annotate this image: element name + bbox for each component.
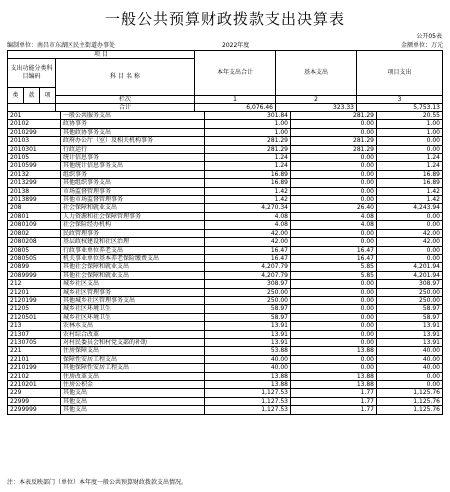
- name-cell: 农村综合改革: [61, 330, 205, 338]
- project-exp-header: 项目支出: [356, 51, 443, 96]
- project-cell: 1.24: [377, 154, 443, 162]
- table-row: [8, 347, 443, 355]
- project-cell: 16.89: [377, 179, 443, 187]
- project-header: 项 目: [7, 51, 194, 59]
- basic-cell: 1.77: [291, 397, 377, 405]
- project-cell: 42.00: [377, 238, 443, 246]
- total-cell: 301.84: [205, 112, 291, 120]
- basic-cell: 5.85: [291, 263, 377, 271]
- total-cell: 13.91: [205, 330, 291, 338]
- total-cell: 281.29: [205, 145, 291, 153]
- project-cell: 16.89: [377, 170, 443, 178]
- name-cell: 城乡社区管理事务: [61, 288, 205, 296]
- total-cell: 13.91: [205, 322, 291, 330]
- name-cell: 城乡社区环境卫生: [61, 305, 205, 313]
- total-cell: 1.42: [205, 196, 291, 204]
- kuan-header: 款: [23, 88, 39, 104]
- total-cell: 16.89: [205, 179, 291, 187]
- name-cell: 一般公共服务支出: [61, 112, 205, 120]
- basic-cell: 0.00: [291, 296, 377, 304]
- total-cell: 58.97: [205, 313, 291, 321]
- total-cell: 53.88: [205, 347, 291, 355]
- name-cell: 住房保障支出: [61, 347, 205, 355]
- name-cell: 统计信息事务: [61, 154, 205, 162]
- project-cell: 0.00: [377, 145, 443, 153]
- total-cell: 1,127.53: [205, 397, 291, 405]
- table-row: [8, 221, 443, 229]
- table-body: [8, 112, 443, 415]
- total-cell: 4.08: [205, 221, 291, 229]
- name-cell: 政府办公厅（室）及相关机构事务: [61, 137, 205, 145]
- total-cell: 250.00: [205, 288, 291, 296]
- project-cell: 0.00: [377, 137, 443, 145]
- project-cell: 1,125.76: [377, 406, 443, 414]
- table-row: [8, 406, 443, 414]
- lei-header: 类: [7, 88, 23, 104]
- basic-cell: 0.00: [291, 196, 377, 204]
- name-cell: 对村民委员会和村党支部的补助: [61, 338, 205, 346]
- basic-header: 基本支出: [275, 51, 356, 96]
- name-cell: 组织事务: [61, 170, 205, 178]
- table-row: [8, 212, 443, 220]
- total-header: 本年支出合计: [194, 51, 275, 96]
- form-code: 公开05表: [416, 33, 442, 40]
- total-cell: 1.00: [205, 128, 291, 136]
- project-cell: 42.00: [377, 229, 443, 237]
- code-cell: 2010599: [8, 162, 61, 170]
- table-row: [8, 381, 443, 389]
- total-cell: 13.88: [205, 381, 291, 389]
- basic-cell: 26.40: [291, 204, 377, 212]
- basic-cell: 281.29: [291, 145, 377, 153]
- project-cell: 250.00: [377, 288, 443, 296]
- table-row: [8, 338, 443, 346]
- code-cell: 20802: [8, 229, 61, 237]
- code-cell: 2010301: [8, 145, 61, 153]
- basic-cell: 0.00: [291, 187, 377, 195]
- code-cell: 2089999: [8, 271, 61, 279]
- project-cell: 308.97: [377, 280, 443, 288]
- table-row: [8, 271, 443, 279]
- code-cell: 2013899: [8, 196, 61, 204]
- table-row: [8, 154, 443, 162]
- table-row: [8, 254, 443, 262]
- col1-header: 1: [194, 96, 275, 104]
- name-cell: 其他政协事务支出: [61, 128, 205, 136]
- basic-cell: 0.00: [291, 338, 377, 346]
- name-cell: 市场监督管理事务: [61, 187, 205, 195]
- project-cell: 40.00: [377, 364, 443, 372]
- project-cell: 0.00: [377, 372, 443, 380]
- total-cell: 1.24: [205, 154, 291, 162]
- name-cell: 基层政权建设和社区治理: [61, 238, 205, 246]
- project-cell: 1.42: [377, 187, 443, 195]
- code-cell: 2080109: [8, 221, 61, 229]
- code-cell: 20132: [8, 170, 61, 178]
- table-row: [8, 162, 443, 170]
- row-label-header: 栏次: [55, 96, 194, 104]
- project-cell: 1.42: [377, 196, 443, 204]
- code-cell: 221: [8, 347, 61, 355]
- code-cell: 201: [8, 112, 61, 120]
- name-cell: 其他支出: [61, 406, 205, 414]
- code-cell: 20103: [8, 137, 61, 145]
- table-row: [8, 204, 443, 212]
- basic-cell: 0.00: [291, 229, 377, 237]
- code-cell: 20899: [8, 263, 61, 271]
- total-cell: 250.00: [205, 296, 291, 304]
- basic-cell: 0.00: [291, 120, 377, 128]
- total-cell: 16.89: [205, 170, 291, 178]
- table-row: [8, 170, 443, 178]
- basic-cell: 4.08: [291, 212, 377, 220]
- code-cell: 2210201: [8, 381, 61, 389]
- code-cell: 2010299: [8, 128, 61, 136]
- total-cell: 4,270.34: [205, 204, 291, 212]
- sum-project: 5,753.13: [356, 104, 443, 112]
- project-cell: 1.24: [377, 162, 443, 170]
- total-cell: 1,127.53: [205, 389, 291, 397]
- table-row: [8, 372, 443, 380]
- table-row: [8, 137, 443, 145]
- table-row: [8, 389, 443, 397]
- code-cell: 212: [8, 280, 61, 288]
- table-row: [8, 322, 443, 330]
- page-title: 一般公共预算财政拨款支出决算表: [104, 10, 345, 28]
- name-cell: 城乡社区支出: [61, 280, 205, 288]
- name-cell: 社会保障和就业支出: [61, 204, 205, 212]
- code-cell: 208: [8, 204, 61, 212]
- name-cell: 住房改革支出: [61, 372, 205, 380]
- code-cell: 20805: [8, 246, 61, 254]
- table-row: [8, 288, 443, 296]
- code-cell: 2299999: [8, 406, 61, 414]
- total-cell: 1.24: [205, 162, 291, 170]
- project-cell: 13.91: [377, 330, 443, 338]
- code-cell: 2013299: [8, 179, 61, 187]
- code-cell: 21307: [8, 330, 61, 338]
- func-code-header: 支出功能分类科目编码: [7, 59, 55, 88]
- basic-cell: 0.00: [291, 162, 377, 170]
- code-cell: 22999: [8, 397, 61, 405]
- basic-cell: 0.00: [291, 179, 377, 187]
- name-cell: 行政事业单位养老支出: [61, 246, 205, 254]
- basic-cell: 0.00: [291, 280, 377, 288]
- basic-cell: 16.47: [291, 254, 377, 262]
- table-row: [8, 355, 443, 363]
- table-row: [8, 179, 443, 187]
- table-row: [8, 305, 443, 313]
- footer-note: 注：本表反映部门（单位）本年度一般公共预算财政拨款支出情况。: [7, 479, 188, 486]
- table-row: [8, 128, 443, 136]
- name-cell: 机关事业单位基本养老保险缴费支出: [61, 254, 205, 262]
- table-row: [8, 313, 443, 321]
- code-cell: 2120501: [8, 313, 61, 321]
- basic-cell: 16.47: [291, 246, 377, 254]
- xiang-header: 项: [39, 88, 55, 104]
- total-cell: 13.91: [205, 338, 291, 346]
- sum-total: 6,076.46: [194, 104, 275, 112]
- subject-name-header: 科 目 名 称: [55, 59, 194, 96]
- table-row: [8, 280, 443, 288]
- sum-label: 合计: [55, 104, 194, 112]
- table-row: [8, 120, 443, 128]
- total-cell: 4,207.79: [205, 271, 291, 279]
- table-row: [8, 397, 443, 405]
- currency-label: 金额单位：万元: [400, 42, 443, 49]
- name-cell: 住房公积金: [61, 381, 205, 389]
- table-header: [7, 50, 443, 113]
- code-cell: 21205: [8, 305, 61, 313]
- basic-cell: 0.00: [291, 330, 377, 338]
- table-row: [8, 263, 443, 271]
- basic-cell: 13.88: [291, 347, 377, 355]
- total-cell: 40.00: [205, 364, 291, 372]
- code-cell: 22101: [8, 355, 61, 363]
- code-cell: 2210199: [8, 364, 61, 372]
- name-cell: 其他支出: [61, 397, 205, 405]
- project-cell: 1,125.76: [377, 397, 443, 405]
- basic-cell: 0.00: [291, 364, 377, 372]
- basic-cell: 0.00: [291, 305, 377, 313]
- total-cell: 58.97: [205, 305, 291, 313]
- project-cell: 0.00: [377, 254, 443, 262]
- table-row: [8, 187, 443, 195]
- table-row: [8, 296, 443, 304]
- basic-cell: 0.00: [291, 288, 377, 296]
- project-cell: 4,243.94: [377, 204, 443, 212]
- code-cell: 21201: [8, 288, 61, 296]
- table-row: [8, 196, 443, 204]
- total-cell: 281.29: [205, 137, 291, 145]
- total-cell: 42.00: [205, 229, 291, 237]
- project-cell: 1.00: [377, 128, 443, 136]
- code-cell: 2130705: [8, 338, 61, 346]
- name-cell: 其他市场监督管理事务: [61, 196, 205, 204]
- basic-cell: 13.88: [291, 381, 377, 389]
- project-cell: 58.97: [377, 305, 443, 313]
- project-cell: 1,125.76: [377, 389, 443, 397]
- total-cell: 16.47: [205, 254, 291, 262]
- name-cell: 社会保险经办机构: [61, 221, 205, 229]
- basic-cell: 0.00: [291, 313, 377, 321]
- total-cell: 1,127.53: [205, 406, 291, 414]
- code-cell: 22102: [8, 372, 61, 380]
- col3-header: 3: [356, 96, 443, 104]
- year-label: 2022年度: [222, 42, 250, 49]
- basic-cell: 281.29: [291, 137, 377, 145]
- basic-cell: 0.00: [291, 128, 377, 136]
- code-cell: 229: [8, 389, 61, 397]
- code-cell: 2080505: [8, 254, 61, 262]
- project-cell: 20.55: [377, 112, 443, 120]
- project-cell: 0.00: [377, 212, 443, 220]
- name-cell: 其他社会保障和就业支出: [61, 263, 205, 271]
- basic-cell: 281.29: [291, 112, 377, 120]
- total-cell: 16.47: [205, 246, 291, 254]
- sum-basic: 323.33: [275, 104, 356, 112]
- basic-cell: 4.08: [291, 221, 377, 229]
- name-cell: 民政管理事务: [61, 229, 205, 237]
- name-cell: 农林水支出: [61, 322, 205, 330]
- name-cell: 人力资源和社会保障管理事务: [61, 212, 205, 220]
- name-cell: 其他统计信息事务支出: [61, 162, 205, 170]
- table-row: [8, 112, 443, 120]
- table-row: [8, 229, 443, 237]
- basic-cell: 0.00: [291, 170, 377, 178]
- total-cell: 1.00: [205, 120, 291, 128]
- expenditure-table: [7, 111, 443, 415]
- project-cell: 0.00: [377, 381, 443, 389]
- table-row: [8, 246, 443, 254]
- total-cell: 13.88: [205, 372, 291, 380]
- code-cell: 2080208: [8, 238, 61, 246]
- basic-cell: 0.00: [291, 355, 377, 363]
- name-cell: 政协事务: [61, 120, 205, 128]
- code-cell: 20105: [8, 154, 61, 162]
- basic-cell: 0.00: [291, 322, 377, 330]
- code-cell: 213: [8, 322, 61, 330]
- project-cell: 250.00: [377, 296, 443, 304]
- basic-cell: 5.85: [291, 271, 377, 279]
- basic-cell: 1.77: [291, 406, 377, 414]
- total-cell: 1.42: [205, 187, 291, 195]
- project-cell: 13.91: [377, 322, 443, 330]
- code-cell: 20801: [8, 212, 61, 220]
- table-row: [8, 364, 443, 372]
- project-cell: 4,201.94: [377, 263, 443, 271]
- unit-label: 编制单位：南昌市东湖区民主街道办事处: [7, 42, 116, 49]
- project-cell: 40.00: [377, 347, 443, 355]
- name-cell: 城乡社区环境卫生: [61, 313, 205, 321]
- project-cell: 0.00: [377, 221, 443, 229]
- project-cell: 13.91: [377, 338, 443, 346]
- total-cell: 4,207.79: [205, 263, 291, 271]
- total-cell: 4.08: [205, 212, 291, 220]
- table-row: [8, 238, 443, 246]
- name-cell: 其他支出: [61, 389, 205, 397]
- basic-cell: 0.00: [291, 238, 377, 246]
- name-cell: 其他保障性安居工程支出: [61, 364, 205, 372]
- meta-bar: [7, 40, 443, 49]
- name-cell: 行政运行: [61, 145, 205, 153]
- project-cell: 0.00: [377, 246, 443, 254]
- project-cell: 4,201.94: [377, 271, 443, 279]
- code-cell: 20102: [8, 120, 61, 128]
- col2-header: 2: [275, 96, 356, 104]
- total-cell: 308.97: [205, 280, 291, 288]
- basic-cell: 0.00: [291, 154, 377, 162]
- name-cell: 其他社会保障和就业支出: [61, 271, 205, 279]
- table-row: [8, 330, 443, 338]
- name-cell: 其他组织事务支出: [61, 179, 205, 187]
- total-cell: 40.00: [205, 355, 291, 363]
- basic-cell: 1.77: [291, 389, 377, 397]
- name-cell: 其他城乡社区管理事务支出: [61, 296, 205, 304]
- code-cell: 20138: [8, 187, 61, 195]
- project-cell: 58.97: [377, 313, 443, 321]
- basic-cell: 13.88: [291, 372, 377, 380]
- total-cell: 42.00: [205, 238, 291, 246]
- code-cell: 2120199: [8, 296, 61, 304]
- name-cell: 保障性安居工程支出: [61, 355, 205, 363]
- project-cell: 1.00: [377, 120, 443, 128]
- project-cell: 40.00: [377, 355, 443, 363]
- table-row: [8, 145, 443, 153]
